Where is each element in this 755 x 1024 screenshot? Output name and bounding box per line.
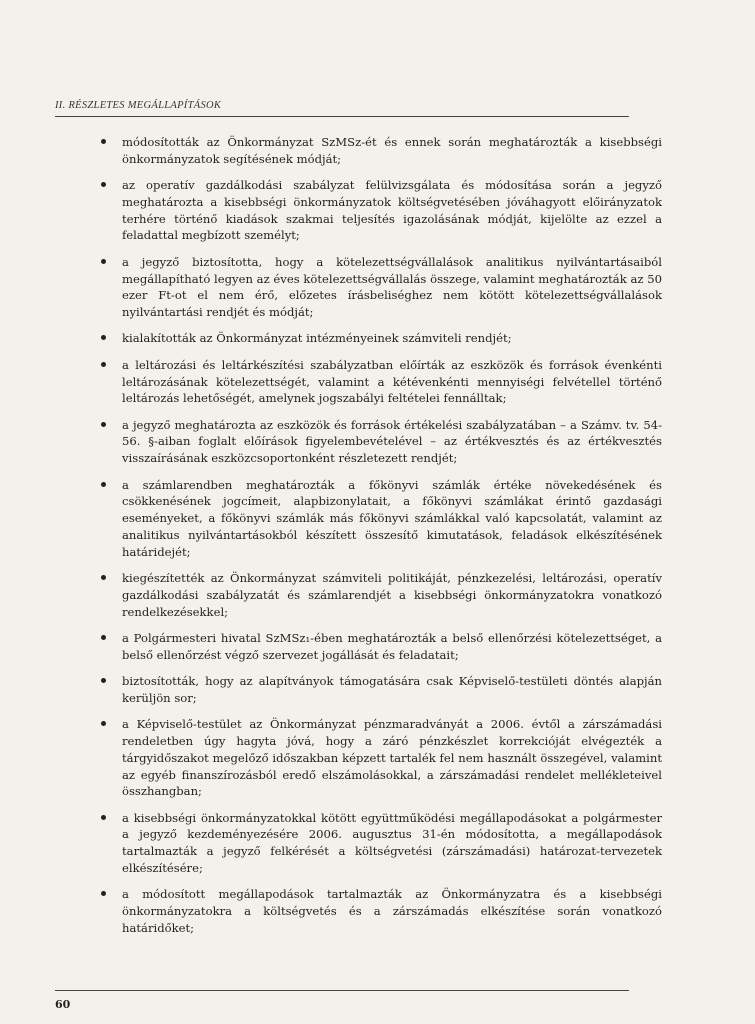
- list-item: biztosították, hogy az alapítványok támogatására csak Képviselő-testületi döntés alapján kerüljön sor;: [96, 673, 662, 707]
- bullet-icon: [101, 635, 106, 640]
- bullet-icon: [101, 891, 106, 896]
- bullet-icon: [101, 259, 106, 264]
- list-item: az operatív gazdálkodási szabályzat felülvizsgálata és módosítása során a jegyző meghatározta a kisebbségi önkormányzatok költségvetésében jóváhagyott előirányzatok terhére történő kiadások szakmai teljesítés igazolásának módját, kijelölte az ezzel a feladattal megbízott személyt;: [96, 177, 662, 244]
- bullet-icon: [101, 422, 106, 427]
- bullet-icon: [101, 482, 106, 487]
- bullet-list: [96, 134, 662, 937]
- bullet-icon: [101, 678, 106, 683]
- list-item: a módosított megállapodások tartalmazták az Önkormányzatra és a kisebbségi önkormányzatokra a költségvetés és a zárszámadás elkészítése során vonatkozó határidőket;: [96, 886, 662, 936]
- header-divider: [55, 116, 629, 117]
- list-item: kialakították az Önkormányzat intézményeinek számviteli rendjét;: [96, 330, 662, 347]
- bullet-icon: [101, 815, 106, 820]
- page-number: 60: [55, 998, 71, 1011]
- bullet-icon: [101, 362, 106, 367]
- list-item: a Képviselő-testület az Önkormányzat pénzmaradványát a 2006. évtől a zárszámadási rendeletben úgy hagyta jóvá, hogy a záró pénzkészlet korrekcióját elvégezték a tárgyidőszakot megelőző időszakban képzett tartalék fel nem használt összegével, valamint az egyéb finanszírozásból eredő elszámolásokkal, a zárszámadási rendelet mellékleteivel összhangban;: [96, 716, 662, 800]
- bullet-icon: [101, 335, 106, 340]
- footer-divider: [55, 990, 629, 991]
- list-item: a jegyző meghatározta az eszközök és források értékelési szabályzatában – a Számv. tv. 54-56. §-aiban foglalt előírások figyelembevételével – az értékvesztés és az értékvesztés visszaírásának eszközcsoportonként részletezett rendjét;: [96, 417, 662, 467]
- list-item: a leltározási és leltárkészítési szabályzatban előírták az eszközök és források évenkénti leltározásának kötelezettségét, valamint a kétévenkénti mennyiségi felvétellel történő leltározás lehetőségét, amelynek jogszabályi feltételei fennálltak;: [96, 357, 662, 407]
- bullet-icon: [101, 721, 106, 726]
- list-item: módosították az Önkormányzat SzMSz-ét és ennek során meghatározták a kisebbségi önkormányzatok segítésének módját;: [96, 134, 662, 168]
- list-item: kiegészítették az Önkormányzat számviteli politikáját, pénzkezelési, leltározási, operatív gazdálkodási szabályzatát és számlarendjét a kisebbségi önkormányzatokra vonatkozó rendelkezésekkel;: [96, 570, 662, 620]
- list-item: a Polgármesteri hivatal SzMSz₁-ében meghatározták a belső ellenőrzési kötelezettséget, a belső ellenőrzést végző szervezet jogállását és feladatait;: [96, 630, 662, 664]
- list-item: a kisebbségi önkormányzatokkal kötött együttműködési megállapodásokat a polgármester a jegyző kezdeményezésére 2006. augusztus 31-én módosította, a megállapodások tartalmazták a jegyző felkérését a költségvetési (zárszámadási) határozat-tervezetek elkészítésére;: [96, 810, 662, 877]
- bullet-icon: [101, 182, 106, 187]
- list-item: a számlarendben meghatározták a főkönyvi számlák értéke növekedésének és csökkenésének jogcímeit, alapbizonylatait, a főkönyvi számlákat érintő gazdasági eseményeket, a főkönyvi számlák más főkönyvi számlákkal való kapcsolatát, valamint az analitikus nyilvántartásokból készített összesítő kimutatások, feladások elkészítésének határidejét;: [96, 477, 662, 561]
- body-content: [96, 134, 662, 946]
- section-header: II. RÉSZLETES MEGÁLLAPÍTÁSOK: [55, 100, 222, 111]
- bullet-icon: [101, 575, 106, 580]
- list-item: a jegyző biztosította, hogy a kötelezettségvállalások analitikus nyilvántartásaiból megállapítható legyen az éves kötelezettségvállalás összege, valamint meghatározták az 50 ezer Ft-ot el nem érő, előzetes írásbeliséghez nem kötött kötelezettségvállalások nyilvántartási rendjét és módját;: [96, 254, 662, 321]
- bullet-icon: [101, 139, 106, 144]
